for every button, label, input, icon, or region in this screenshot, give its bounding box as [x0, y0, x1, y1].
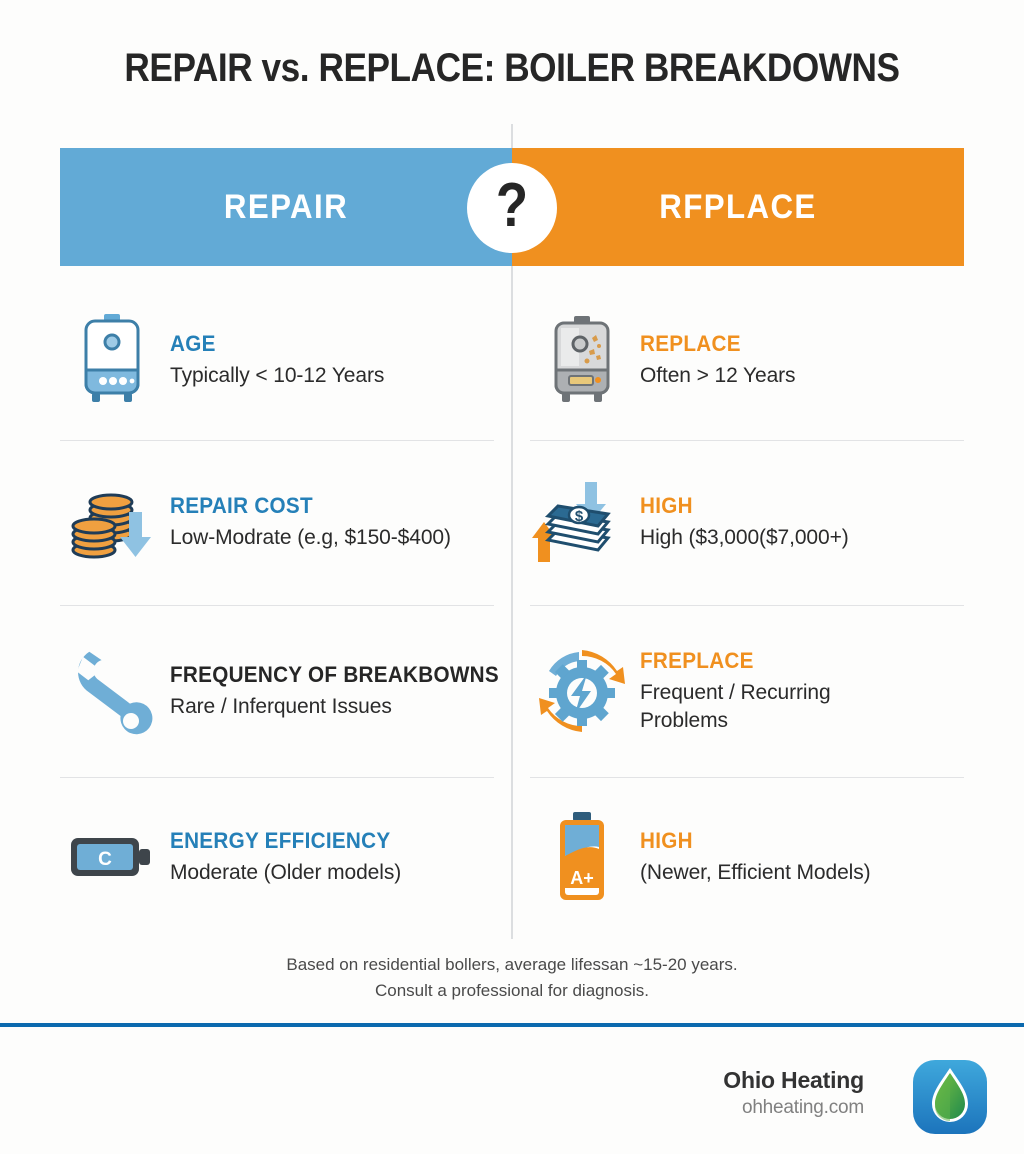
- brand-block: [723, 1067, 864, 1119]
- comparison-grid: [60, 280, 964, 937]
- row-2-replace-cell: [530, 440, 964, 605]
- footer-divider: [0, 1023, 1024, 1027]
- row-4-replace-cell: [530, 777, 964, 937]
- row-4-repair-text: [164, 828, 405, 887]
- boiler-clean-icon: [60, 280, 164, 440]
- row-4-replace-desc: (Newer, Efficient Models): [640, 860, 871, 884]
- row-2-replace-kicker: HIGH: [640, 493, 693, 519]
- table-row: [60, 605, 964, 777]
- battery-aplus-icon: [530, 777, 634, 937]
- battery-c-label: C: [98, 849, 112, 870]
- question-mark-badge: [467, 163, 557, 253]
- battery-c-icon: [60, 777, 164, 937]
- row-1-repair-kicker: AGE: [170, 330, 216, 356]
- row-1-repair-cell: [60, 280, 494, 440]
- row-4-replace-kicker: HIGH: [640, 827, 693, 853]
- row-2-repair-text: [164, 493, 451, 552]
- row-3-repair-cell: [60, 605, 499, 777]
- boiler-rusty-icon: [530, 280, 634, 440]
- row-1-repair-text: [164, 331, 384, 390]
- row-3-repair-text: [164, 662, 520, 721]
- brand-name: Ohio Heating: [723, 1067, 864, 1093]
- row-3-replace-cell: [530, 605, 964, 777]
- question-mark-icon: ?: [495, 171, 529, 240]
- row-2-repair-cell: [60, 440, 494, 605]
- gear-recurring-icon: [530, 605, 634, 777]
- row-4-repair-kicker: ENERGY EFFICIENCY: [170, 827, 391, 853]
- row-3-replace-desc: Frequent / Recurring Problems: [640, 680, 831, 732]
- footnote-line-1: Based on residential bollers, average lifessan ~15-20 years.: [286, 955, 738, 974]
- header-label-replace: RFPLACE: [659, 188, 817, 226]
- leaf-droplet-logo: [912, 1059, 988, 1135]
- row-2-repair-desc: Low-Modrate (e.g, $150-$400): [170, 526, 451, 550]
- row-3-repair-kicker: FREQUENCY OF BREAKBOWNS: [170, 661, 499, 687]
- row-4-repair-cell: [60, 777, 494, 937]
- footnote-line-2: Consult a professional for diagnosis.: [374, 981, 650, 1001]
- row-2-replace-desc: High ($3,000($7,000+): [640, 526, 849, 550]
- header-label-repair: REPAIR: [223, 188, 349, 226]
- row-1-replace-cell: [530, 280, 964, 440]
- footnote: [0, 952, 1024, 1005]
- row-3-replace-text: [634, 648, 890, 734]
- row-4-repair-desc: Moderate (Older models): [170, 860, 402, 884]
- row-3-repair-desc: Rare / Inferquent Issues: [170, 694, 392, 718]
- cash-up-arrow-icon: [530, 440, 634, 605]
- table-row: [60, 280, 964, 440]
- row-2-repair-kicker: REPAIR COST: [170, 493, 313, 519]
- footer: [0, 1045, 1024, 1154]
- coins-down-arrow-icon: [60, 440, 164, 605]
- wrench-icon: [60, 605, 164, 777]
- battery-aplus-label: A+: [570, 868, 594, 888]
- page-title: REPAIR vs. REPLACE: BOILER BREAKDOWNS: [124, 46, 900, 90]
- cash-dollar-glyph: $: [574, 507, 584, 525]
- row-2-replace-text: [634, 493, 849, 552]
- table-row: [60, 440, 964, 605]
- row-1-replace-desc: Often > 12 Years: [640, 363, 796, 387]
- row-1-replace-text: [634, 331, 795, 390]
- table-row: [60, 777, 964, 937]
- row-1-repair-desc: Typically < 10-12 Years: [170, 363, 385, 387]
- row-3-replace-kicker: FREPLACE: [640, 647, 754, 673]
- row-1-replace-kicker: REPLACE: [640, 330, 741, 356]
- brand-url[interactable]: ohheating.com: [741, 1097, 864, 1118]
- row-4-replace-text: [634, 828, 871, 887]
